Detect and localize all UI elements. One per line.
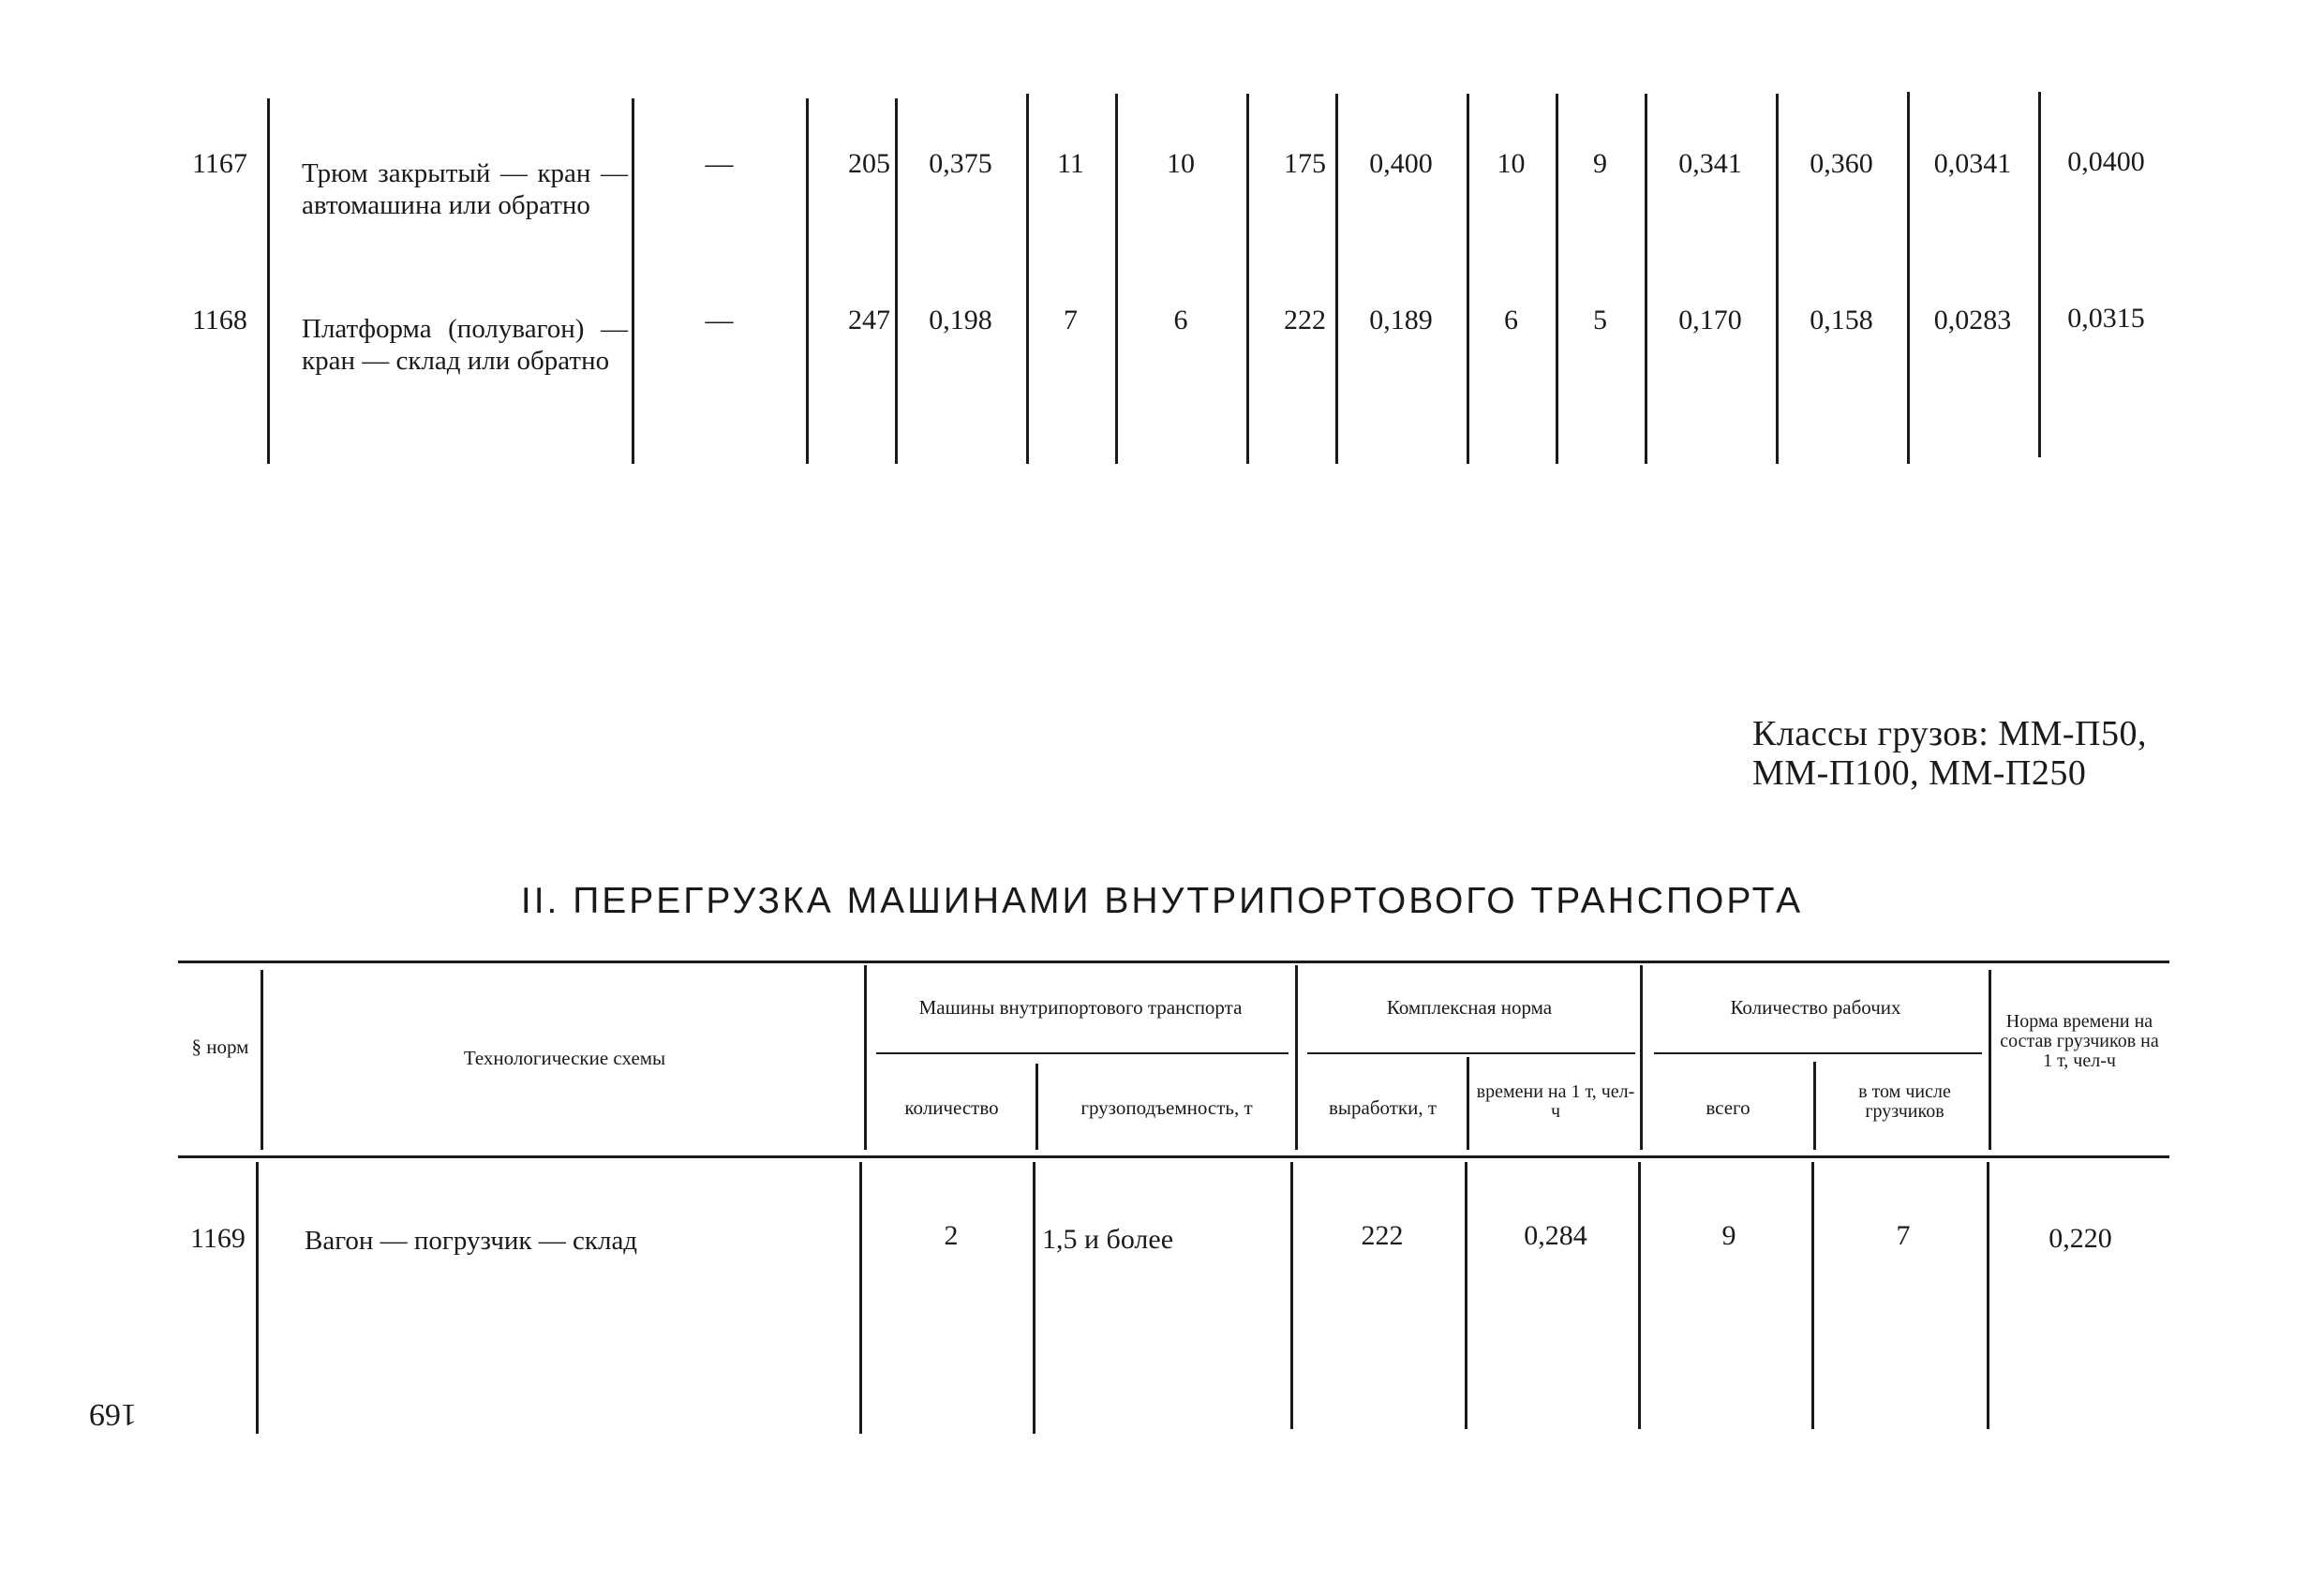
column-rule	[256, 1162, 259, 1434]
scheme-description: Вагон — погрузчик — склад	[305, 1226, 638, 1256]
value-cell: 0,341	[1678, 148, 1742, 179]
scheme-description: Платформа (полувагон) — кран — склад или обратно	[302, 314, 628, 376]
header-output: выработки, т	[1328, 1096, 1438, 1119]
column-rule	[1987, 1162, 1989, 1429]
column-rule	[1026, 94, 1029, 464]
column-rule	[632, 98, 634, 464]
column-rule	[1645, 94, 1647, 464]
column-rule	[864, 965, 867, 1150]
header-capacity: грузоподъемность, т	[1080, 1096, 1253, 1119]
value-cell: 0,375	[929, 148, 992, 179]
column-rule	[1467, 1057, 1469, 1150]
scheme-description: Трюм закрытый — кран — автомашина или обратно	[302, 158, 628, 220]
section-title: II. ПЕРЕГРУЗКА МАШИНАМИ ВНУТРИПОРТОВОГО ТРАНСПОРТА	[520, 881, 1804, 921]
column-rule	[859, 1162, 862, 1434]
header-machines: Машины внутрипортового транспорта	[918, 996, 1243, 1019]
time-value: 0,284	[1524, 1220, 1587, 1251]
capacity-value: 1,5 и более	[1042, 1224, 1174, 1255]
column-rule	[1776, 94, 1779, 464]
value-cell: 222	[1284, 305, 1326, 335]
dash-cell: —	[705, 305, 734, 335]
column-rule	[1907, 92, 1910, 464]
loaders-value: 7	[1896, 1220, 1911, 1251]
column-rule	[1115, 94, 1118, 464]
value-cell: 10	[1167, 148, 1195, 179]
norm-number: 1168	[192, 305, 247, 335]
value-cell: 0,0341	[1933, 148, 2012, 179]
value-cell: 0,198	[929, 305, 992, 335]
value-cell: 0,189	[1369, 305, 1433, 335]
value-cell: 10	[1497, 148, 1526, 179]
column-rule	[895, 98, 898, 464]
column-rule	[1638, 1162, 1641, 1429]
time-norm-value: 0,220	[2048, 1223, 2112, 1254]
value-cell: 6	[1173, 305, 1188, 335]
value-cell: 0,158	[1810, 305, 1873, 335]
norm-number: 1167	[192, 148, 247, 179]
column-rule	[261, 970, 263, 1150]
column-rule	[2038, 92, 2041, 457]
value-cell: 205	[848, 148, 890, 179]
header-workers: Количество рабочих	[1730, 996, 1901, 1019]
column-rule	[1295, 965, 1298, 1150]
cargo-classes-line: ММ-П100, ММ-П250	[1752, 753, 2087, 793]
column-rule	[1989, 970, 1991, 1150]
column-rule	[1335, 94, 1338, 464]
value-cell: 0,400	[1369, 148, 1433, 179]
column-rule	[806, 98, 809, 464]
header-complex-norm: Комплексная норма	[1386, 996, 1553, 1019]
column-rule	[1035, 1064, 1038, 1150]
column-rule	[1556, 94, 1558, 464]
value-cell: 5	[1593, 305, 1607, 335]
value-cell: 0,170	[1678, 305, 1742, 335]
value-cell: 0,0315	[2067, 303, 2145, 334]
total-value: 9	[1721, 1220, 1736, 1251]
header-subrule	[876, 1052, 1289, 1054]
column-rule	[1246, 94, 1249, 464]
header-norm-number: § норм	[191, 1035, 249, 1058]
header-schemes: Технологические схемы	[463, 1047, 666, 1069]
norm-number: 1169	[190, 1223, 246, 1254]
value-cell: 175	[1284, 148, 1326, 179]
column-rule	[1290, 1162, 1293, 1429]
header-loaders: в том числе грузчиков	[1858, 1081, 1951, 1122]
value-cell: 0,0283	[1933, 305, 2012, 335]
value-cell: 11	[1057, 148, 1084, 179]
column-rule	[1811, 1162, 1814, 1429]
value-cell: 247	[848, 305, 890, 335]
header-time: времени на 1 т, чел-ч	[1476, 1081, 1635, 1122]
page-number: 169	[89, 1397, 137, 1432]
cargo-classes-line: Классы грузов: ММ-П50,	[1752, 714, 2147, 753]
value-cell: 9	[1593, 148, 1607, 179]
cargo-classes	[1752, 714, 2147, 793]
column-rule	[267, 98, 270, 464]
header-total: всего	[1706, 1096, 1750, 1119]
header-time-norm: Норма времени на состав грузчиков на 1 т, чел-ч	[2000, 1011, 2159, 1071]
value-cell: 7	[1064, 305, 1078, 335]
header-subrule	[1654, 1052, 1982, 1054]
output-value: 222	[1361, 1220, 1404, 1251]
column-rule	[1640, 965, 1643, 1150]
column-rule	[1033, 1162, 1035, 1434]
column-rule	[1467, 94, 1469, 464]
header-subrule	[1307, 1052, 1635, 1054]
quantity-value: 2	[944, 1220, 959, 1251]
column-rule	[1813, 1062, 1816, 1150]
table-header-rule	[178, 1155, 2169, 1158]
header-quantity: количество	[904, 1096, 999, 1119]
table-top-rule	[178, 961, 2169, 963]
dash-cell: —	[705, 148, 734, 179]
value-cell: 0,0400	[2067, 146, 2145, 177]
value-cell: 6	[1504, 305, 1518, 335]
column-rule	[1465, 1162, 1467, 1429]
value-cell: 0,360	[1810, 148, 1873, 179]
